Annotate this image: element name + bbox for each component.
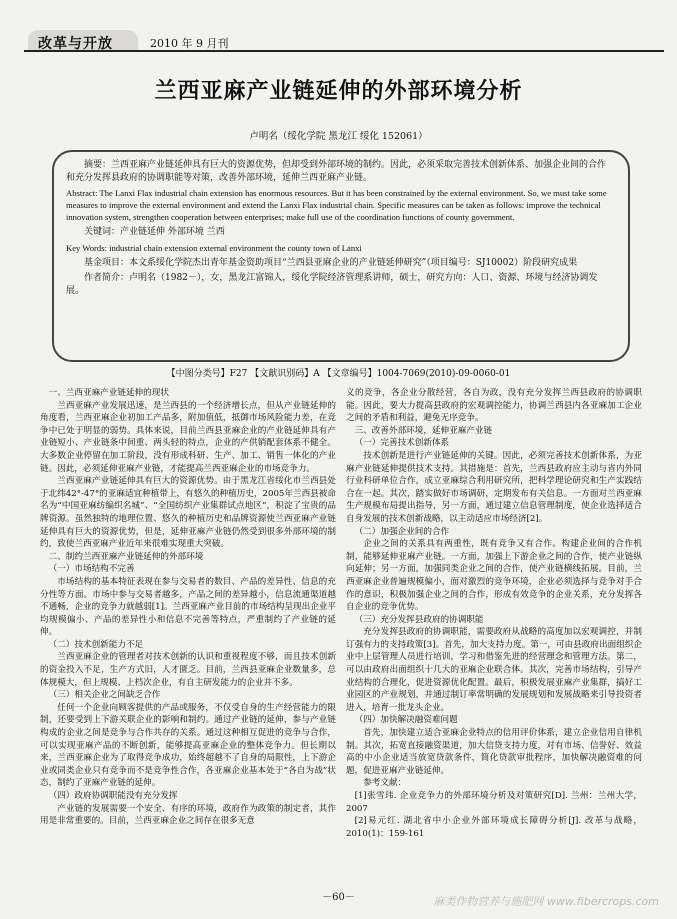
section-heading: （二）技术创新能力不足 <box>48 639 144 650</box>
body-paragraph: 兰西亚麻企业的管理者对技术创新的认识和重视程度不够，而且技术创新的资金投入不足，生产方式旧，人才匮乏。目前，兰西县亚麻企业数量多，总体规模大，但上规模、上档次企业，有自主研发能力的企业并不多。 <box>40 652 336 688</box>
classification-line: 【中图分类号】F27 【文献识别码】A 【文章编号】1004-7069(2010)-09-0060-01 <box>166 369 511 379</box>
body-paragraph: 兰西亚麻产业发展迅速，是兰西县的一个经济增长点，但从产业链延伸的角度看，兰西亚麻企业初加工产品多，附加值低，抵御市场风险能力差，在竞争中已处于明显的弱势。具体来说，目前兰西县亚麻企业的产业链延伸具有产业链短小、产业链条中间重、两头轻的特点，企业的产供销配套体系不健全。大多数企业停留在加工阶段，没有形成科研、生产、加工、销售一体化的产业链。因此，必须延伸亚麻产业链，才能提高兰西亚麻企业的市场竞争力。 <box>40 400 336 474</box>
site-watermark: 麻类作物营养与施肥网 www.fibercrops.com <box>433 895 659 908</box>
body-column-right <box>346 387 642 840</box>
journal-name: 改革与开放 <box>38 36 113 52</box>
article-title: 兰西亚麻产业链延伸的外部环境分析 <box>154 79 523 104</box>
body-paragraph: 首先，加快建立适合亚麻企业特点的信用评价体系，建立企业信用自律机制。其次，拓宽直接融资渠道，加大信贷支持力度，对有市场、信誉好、效益高的中小企业适当放宽贷款条件，简化贷款审批程序，加快解决融资难的问题，促进亚麻产业链延伸。 <box>346 728 642 776</box>
reference-item: [2]易元红. 湖北省中小企业外部环境成长障碍分析[J]. 改革与战略，2010(1)：159-161 <box>346 816 642 839</box>
keywords-en: Key Words: industrial chain extension external environment the county town of Lanxi <box>66 242 362 253</box>
body-paragraph: 市场结构的基本特征表现在参与交易者的数目、产品的差异性、信息的充分性等方面。市场中参与交易者越多，产品之间的差异越小，信息流通渠道越不通畅，企业的竞争力就越弱[1]。兰西亚麻产业目前的市场结构呈现出企业平均规模偏小、产品的差异性小和信息不完善等特点，严重制约了产业链的延伸。 <box>40 576 336 638</box>
journal-issue: 2010 年 9 月刊 <box>150 37 229 50</box>
abstract-cn: 摘要：兰西亚麻产业链延伸具有巨大的资源优势，但却受到外部环境的制约。因此，必须采取完善技术创新体系、加强企业间的合作和充分发挥县政府的协调职能等对策，改善外部环境，延伸兰西亚麻产业链。 <box>66 160 607 183</box>
section-heading: 三、改善外部环境，延伸亚麻产业链 <box>354 425 493 436</box>
fund-note: 基金项目：本文系绥化学院杰出青年基金资助项目“兰西县亚麻企业的产业链延伸研究”（项目编号：SJ10002）阶段研究成果 <box>84 257 578 268</box>
section-heading: （四）政府协调职能没有充分发挥 <box>48 791 178 801</box>
reference-item: [1]张雪玮. 企业竞争力的外部环境分析及对策研究[D]. 兰州：兰州大学，2007 <box>346 791 642 814</box>
body-paragraph: 技术创新是进行产业链延伸的关键。因此，必须完善技术创新体系，为亚麻产业链延伸提供技术支持。其措施是：首先，兰西县政府应主动与省内外同行业科研单位合作，成立亚麻综合利用研究所，把科学理论研究和生产实践结合在一起。其次，踏实做好市场调研，定期发布有关信息。一方面对兰西亚麻生产规模布局提出指导，另一方面，通过建立信息管理制度，使企业选择适合自身发展的技术创新战略，以主动适应市场经济[2]。 <box>346 450 642 524</box>
body-paragraph: 产业链的发展需要一个安全、有序的环境，政府作为政策的制定者，其作用是非常重要的。目前，兰西亚麻企业之间存在很多无意 <box>40 803 336 827</box>
body-paragraph: 义的竞争，各企业分散经营，各自为政，没有充分发挥兰西县政府的协调职能。因此，要大力提高县政府的宏观调控能力，协调兰西县内各亚麻加工企业之间的矛盾和利益，避免无序竞争。 <box>346 388 642 424</box>
body-column-left <box>40 387 336 828</box>
body-paragraph: 任何一个企业向顾客提供的产品或服务，不仅受自身的生产经营能力的限制，还要受到上下游关联企业的影响和制约。通过产业链的延伸，参与产业链构成的企业之间是竞争与合作共存的关系。通过这种相互促进的竞争与合作，可以实现亚麻产品的不断创新，能够提高亚麻企业的整体竞争力。但长期以来，兰西亚麻企业为了取得竞争成功，始终超越不了自身的局限性，上下游企业或同类企业只有竞争而不是竞争性合作，各亚麻企业基本处于“各自为战”状态，制约了亚麻产业链的延伸。 <box>40 702 336 789</box>
abstract-block <box>66 159 614 301</box>
section-heading: 二、制约兰西亚麻产业链延伸的外部环境 <box>48 551 204 562</box>
section-heading: （二）加强企业间的合作 <box>354 526 450 537</box>
section-heading: （三）充分发挥县政府的协调职能 <box>354 614 484 625</box>
keywords-cn: 关键词：产业链延伸 外部环境 兰西 <box>84 227 225 238</box>
author-bio: 作者简介：卢明名（1982－），女，黑龙江富锦人，绥化学院经济管理系讲师，硕士，研究方向：人口、资源、环境与经济协调发展。 <box>66 273 598 296</box>
author-line: 卢明名（绥化学院 黑龙江 绥化 152061） <box>249 131 428 142</box>
section-heading: （四）加快解决融资难问题 <box>354 715 458 726</box>
abstract-en: Abstract: The Lanxi Flax industrial chain extension has enormous resources. But it has been constrained by the external environment. So, we must take some measures to improve the external environment and extend the Lanxi Flax industrial chain. Specific measures can be taken as follows: improve the technical innovation system, strengthen cooperation between enterprises; make full use of the coordination functions of county government. <box>66 188 607 223</box>
page-number: －60－ <box>322 892 355 903</box>
body-paragraph: 企业之间的关系具有两重性，既有竞争又有合作。构建企业间的合作机制，能够延伸亚麻产业链。一方面，加强上下游企业之间的合作，使产业链纵向延伸；另一方面，加强同类企业之间的合作，使产业链横线拓展。目前，兰西亚麻企业普遍规模偏小，面对激烈的竞争环境，企业必须选择与竞争对手合作的意识，积极加强企业之间的合作，形成有效竞争的企业关系，充分发挥各自企业的竞争优势。 <box>346 539 642 613</box>
section-heading: （一）市场结构不完善 <box>48 564 135 575</box>
references-heading: 参考文献： <box>363 778 407 789</box>
section-heading: 一、兰西亚麻产业链延伸的现状 <box>48 388 169 398</box>
section-heading: （一）完善技术创新体系 <box>354 438 450 449</box>
body-paragraph: 充分发挥县政府的协调职能，需要政府从战略的高度加以宏观调控，并制订强有力的支持政策[3]。首先，加大支持力度。第一，可由县政府出面组织企业中上层管理人员进行培训，学习和借鉴先进的经营理念和管理方法。第二，可以由政府出面组织十几大的亚麻企业联合体。其次，完善市场结构，引导产业结构的合理化，促进资源优化配置。最后，积极发展亚麻产业集群，搞好工业园区的产业规划，并通过制订率常明确的发展规划和发展战略来引导投资者进入，培育一批龙头企业。 <box>346 627 642 713</box>
section-heading: （三）相关企业之间缺乏合作 <box>48 690 161 701</box>
body-paragraph: 兰西亚麻产业链延伸具有巨大的资源优势。由于黑龙江省绥化市兰西县处于北纬42°-47°的亚麻适宜种植带上，有悠久的种植历史，2005年兰西县被命名为“中国亚麻纺编织名城”、“全国纺织产业集群试点地区”，积淀了宝贵的品牌资源。虽然独特的地理位置、悠久的种植历史和品牌资源使兰西亚麻产业链延伸具有巨大的资源优势，但是，延伸亚麻产业链仍然受到很多外部环境的制约，致使兰西亚麻产业近年来很难实现重大突破。 <box>40 476 336 550</box>
